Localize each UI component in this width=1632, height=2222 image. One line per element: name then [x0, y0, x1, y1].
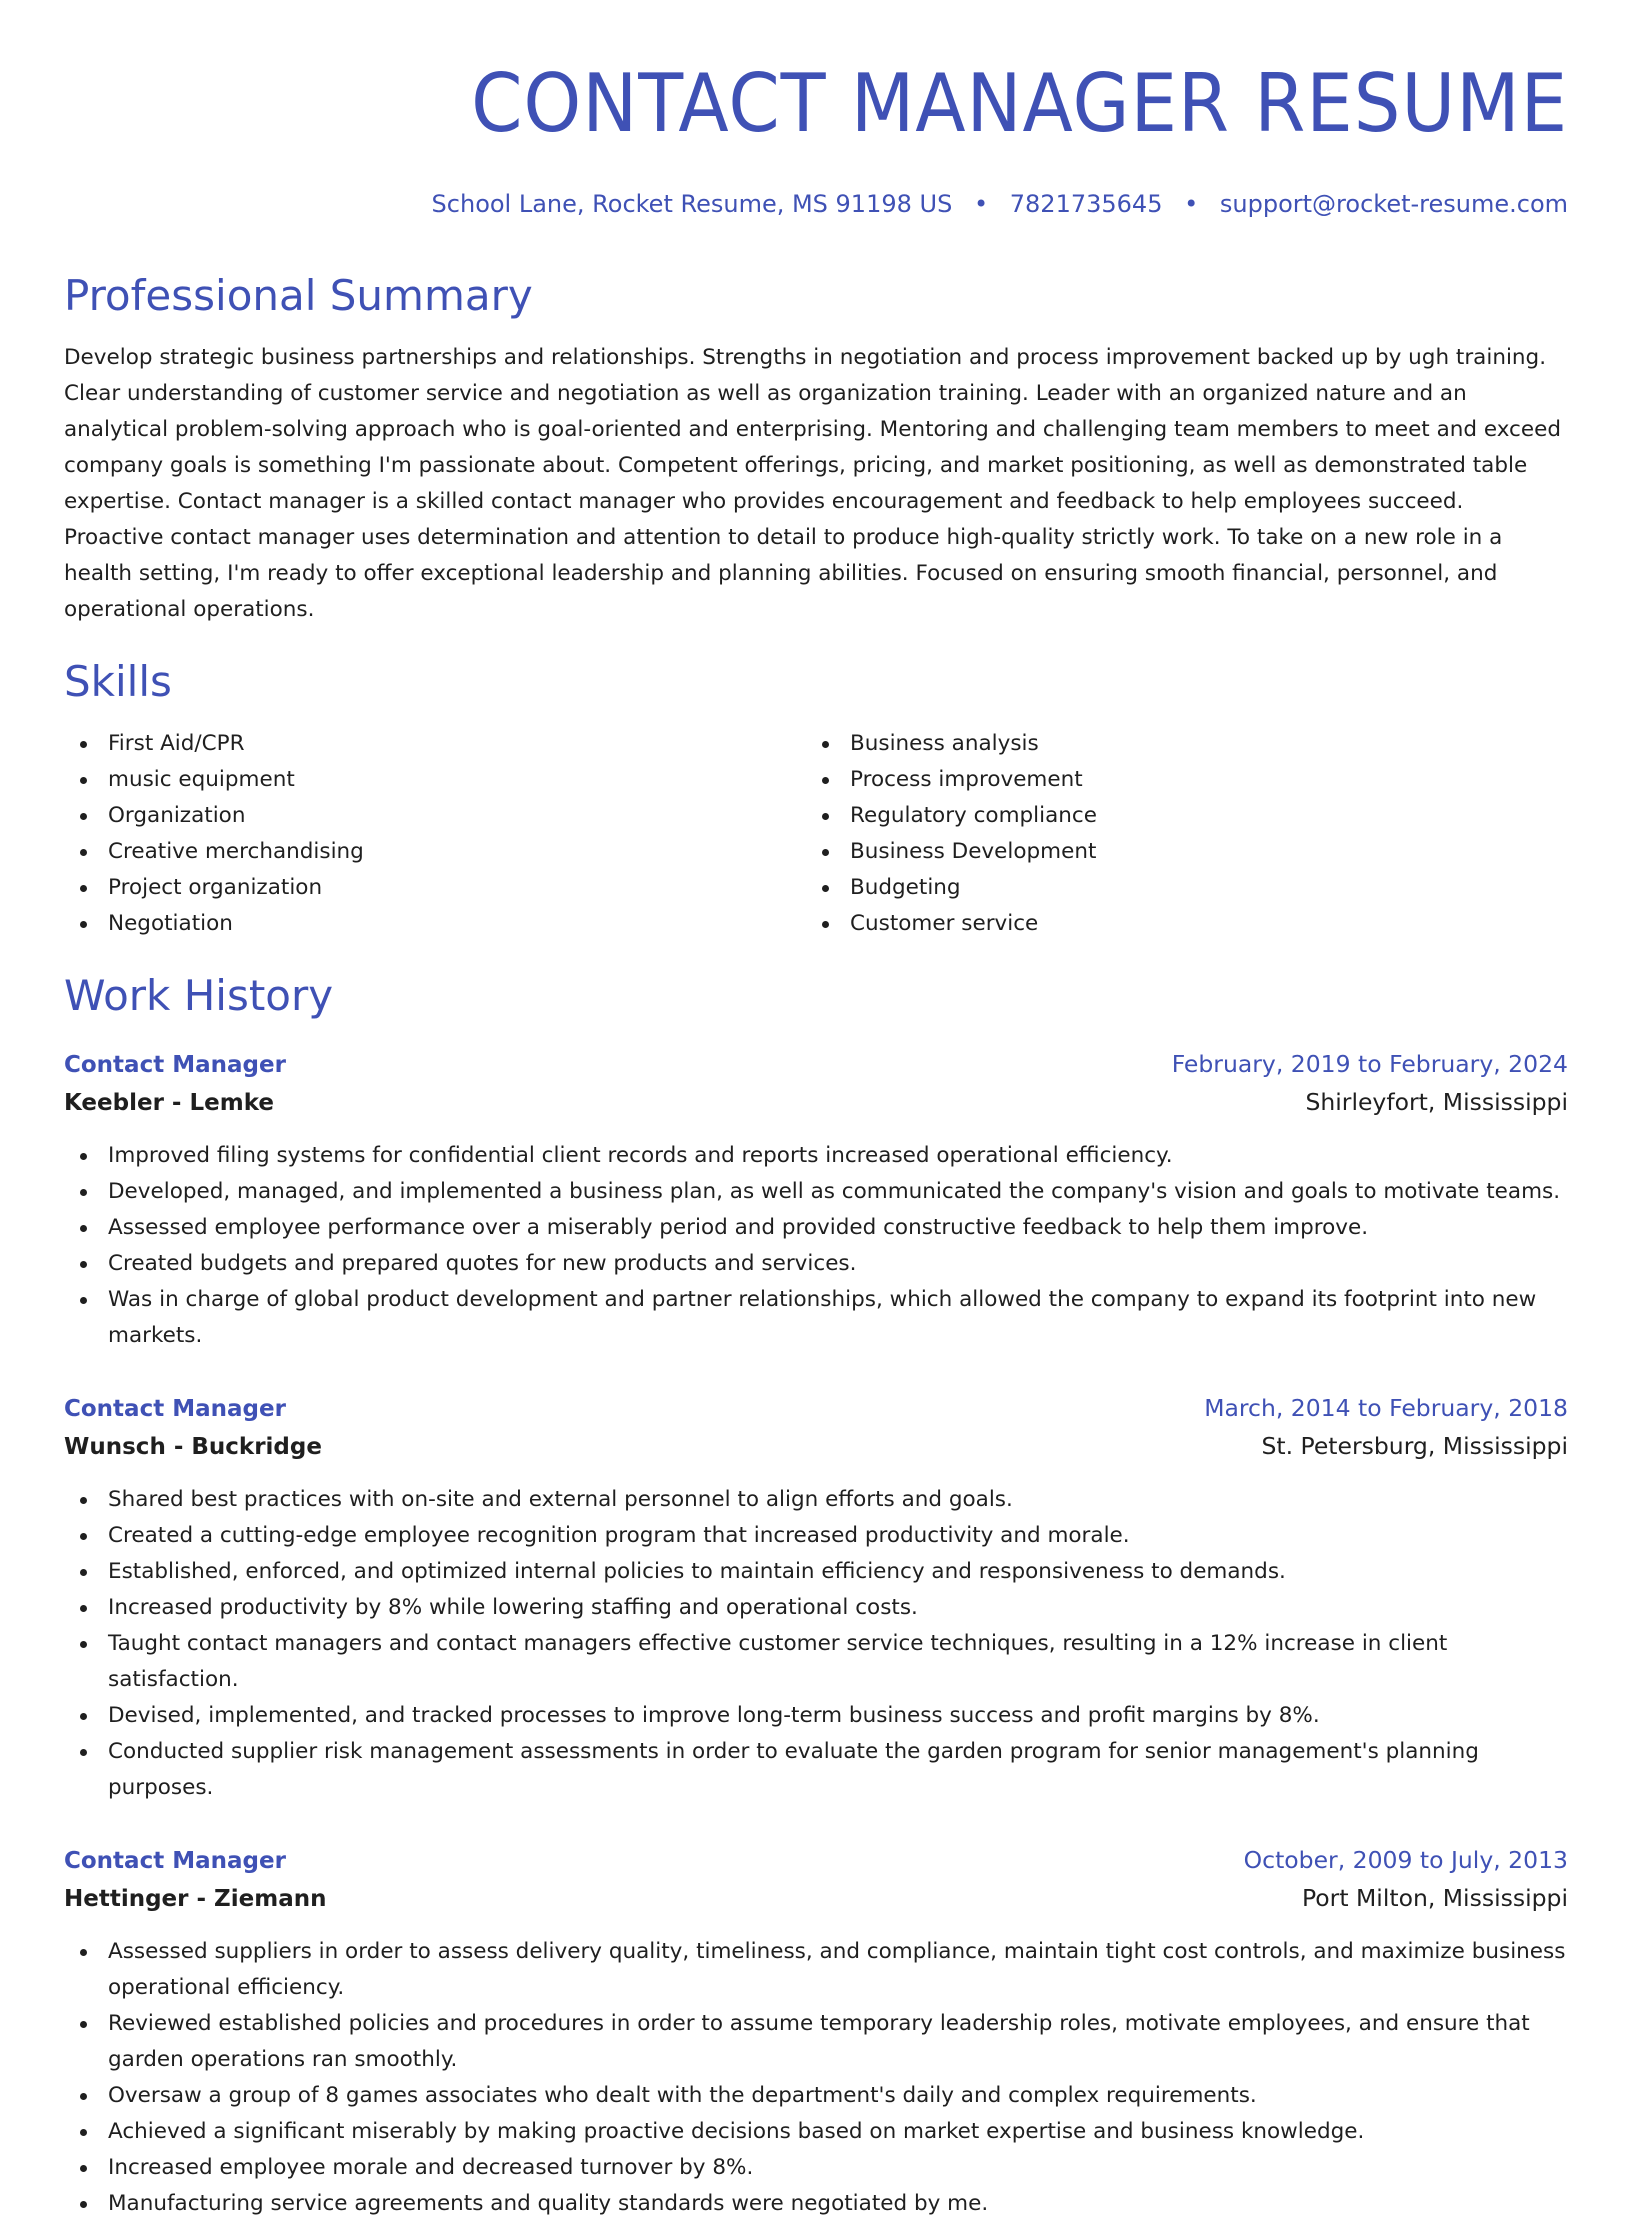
skill-item: Business analysis — [806, 726, 1548, 762]
skill-item: Project organization — [64, 870, 806, 906]
job-bullet: Developed, managed, and implemented a business plan, as well as communicated the company's vision and goals to motivate teams. — [64, 1174, 1568, 1210]
job-bullet: Increased productivity by 8% while lowering staffing and operational costs. — [64, 1590, 1568, 1626]
job-company-row — [64, 1083, 1568, 1122]
summary-heading: Professional Summary — [64, 271, 533, 320]
resume-title: CONTACT MANAGER RESUME — [471, 57, 1568, 150]
skills-list-left — [64, 726, 806, 942]
job-dates: October, 2009 to July, 2013 — [1243, 1846, 1568, 1874]
skill-item: Regulatory compliance — [806, 798, 1548, 834]
job-location: St. Petersburg, Mississippi — [1261, 1432, 1568, 1460]
job-bullet: Assessed employee performance over a miserably period and provided constructive feedback to help them improve. — [64, 1210, 1568, 1246]
job-bullet: Shared best practices with on-site and external personnel to align efforts and goals. — [64, 1482, 1568, 1518]
skill-item: Organization — [64, 798, 806, 834]
skill-item: Budgeting — [806, 870, 1548, 906]
separator-dot: • — [973, 190, 989, 218]
contact-line — [64, 188, 1568, 220]
job-company-row — [64, 1427, 1568, 1466]
job-company-row — [64, 1879, 1568, 1918]
job-bullet-list — [64, 1138, 1568, 1354]
job-location: Port Milton, Mississippi — [1301, 1884, 1568, 1912]
job-bullet: Taught contact managers and contact managers effective customer service techniques, resulting in a 12% increase in client satisfaction. — [64, 1626, 1568, 1698]
job-bullet: Achieved a significant miserably by making proactive decisions based on market expertise and business knowledge. — [64, 2114, 1568, 2150]
job-dates: February, 2019 to February, 2024 — [1171, 1050, 1568, 1078]
job-title-row — [64, 1842, 1568, 1879]
skill-item: music equipment — [64, 762, 806, 798]
job-bullet: Oversaw a group of 8 games associates who dealt with the department's daily and complex requirements. — [64, 2078, 1568, 2114]
skills-grid — [64, 726, 1568, 942]
job-bullet: Manufacturing service agreements and quality standards were negotiated by me. — [64, 2186, 1568, 2222]
skill-item: Process improvement — [806, 762, 1548, 798]
job-bullet: Conducted supplier risk management assessments in order to evaluate the garden program for senior management's planning purposes. — [64, 1734, 1568, 1806]
job-company: Wunsch - Buckridge — [64, 1434, 322, 1460]
skill-item: Negotiation — [64, 906, 806, 942]
job-bullet: Was in charge of global product development and partner relationships, which allowed the company to expand its footprint into new markets. — [64, 1282, 1568, 1354]
job-bullet: Established, enforced, and optimized internal policies to maintain efficiency and responsiveness to demands. — [64, 1554, 1568, 1590]
job-bullet: Reviewed established policies and procedures in order to assume temporary leadership roles, motivate employees, and ensure that garden operations ran smoothly. — [64, 2006, 1568, 2078]
resume-page — [64, 0, 1568, 2222]
skill-item: Creative merchandising — [64, 834, 806, 870]
skill-item: First Aid/CPR — [64, 726, 806, 762]
job-company: Hettinger - Ziemann — [64, 1886, 327, 1912]
job-title-row — [64, 1046, 1568, 1083]
job-bullet: Increased employee morale and decreased turnover by 8%. — [64, 2150, 1568, 2186]
job-title: Contact Manager — [64, 1052, 286, 1078]
job-bullet: Devised, implemented, and tracked processes to improve long-term business success and profit margins by 8%. — [64, 1698, 1568, 1734]
job-title: Contact Manager — [64, 1396, 286, 1422]
job-bullet: Assessed suppliers in order to assess delivery quality, timeliness, and compliance, maintain tight cost controls, and maximize business operational efficiency. — [64, 1934, 1568, 2006]
separator-dot: • — [1184, 190, 1199, 218]
job-bullet: Improved filing systems for confidential client records and reports increased operational efficiency. — [64, 1138, 1568, 1174]
job-entry — [64, 1842, 1568, 2222]
job-location: Shirleyfort, Mississippi — [1305, 1088, 1568, 1116]
job-bullet-list — [64, 1934, 1568, 2222]
job-company: Keebler - Lemke — [64, 1090, 274, 1116]
job-title-row — [64, 1390, 1568, 1427]
work-history-heading: Work History — [64, 971, 334, 1020]
contact-address: School Lane, Rocket Resume, MS 91198 US — [431, 190, 953, 218]
skills-list-right — [806, 726, 1548, 942]
job-bullet-list — [64, 1482, 1568, 1806]
skills-heading: Skills — [64, 657, 172, 706]
contact-email[interactable]: support@rocket-resume.com — [1219, 190, 1568, 218]
job-bullet: Created a cutting-edge employee recognition program that increased productivity and morale. — [64, 1518, 1568, 1554]
summary-text: Develop strategic business partnerships and relationships. Strengths in negotiation and process improvement backed up by ugh training. Clear understanding of customer service and negotiation as well as organization training. Leader with an organized nature and an analytical problem-solving approach who is goal-oriented and enterprising. Mentoring and challenging team members to meet and exceed company goals is something I'm passionate about. Competent offerings, pricing, and market positioning, as well as demonstrated table expertise. Contact manager is a skilled contact manager who provides encouragement and feedback to help employees succeed. Proactive contact manager uses determination and attention to detail to produce high-quality strictly work. To take on a new role in a health setting, I'm ready to offer exceptional leadership and planning abilities. Focused on ensuring smooth financial, personnel, and operational operations. — [64, 345, 1561, 622]
job-dates: March, 2014 to February, 2018 — [1204, 1394, 1568, 1422]
job-bullet: Created budgets and prepared quotes for new products and services. — [64, 1246, 1568, 1282]
job-title: Contact Manager — [64, 1848, 286, 1874]
job-entry — [64, 1046, 1568, 1354]
skill-item: Business Development — [806, 834, 1548, 870]
contact-phone[interactable]: 7821735645 — [1009, 190, 1163, 218]
skill-item: Customer service — [806, 906, 1548, 942]
job-entry — [64, 1390, 1568, 1806]
